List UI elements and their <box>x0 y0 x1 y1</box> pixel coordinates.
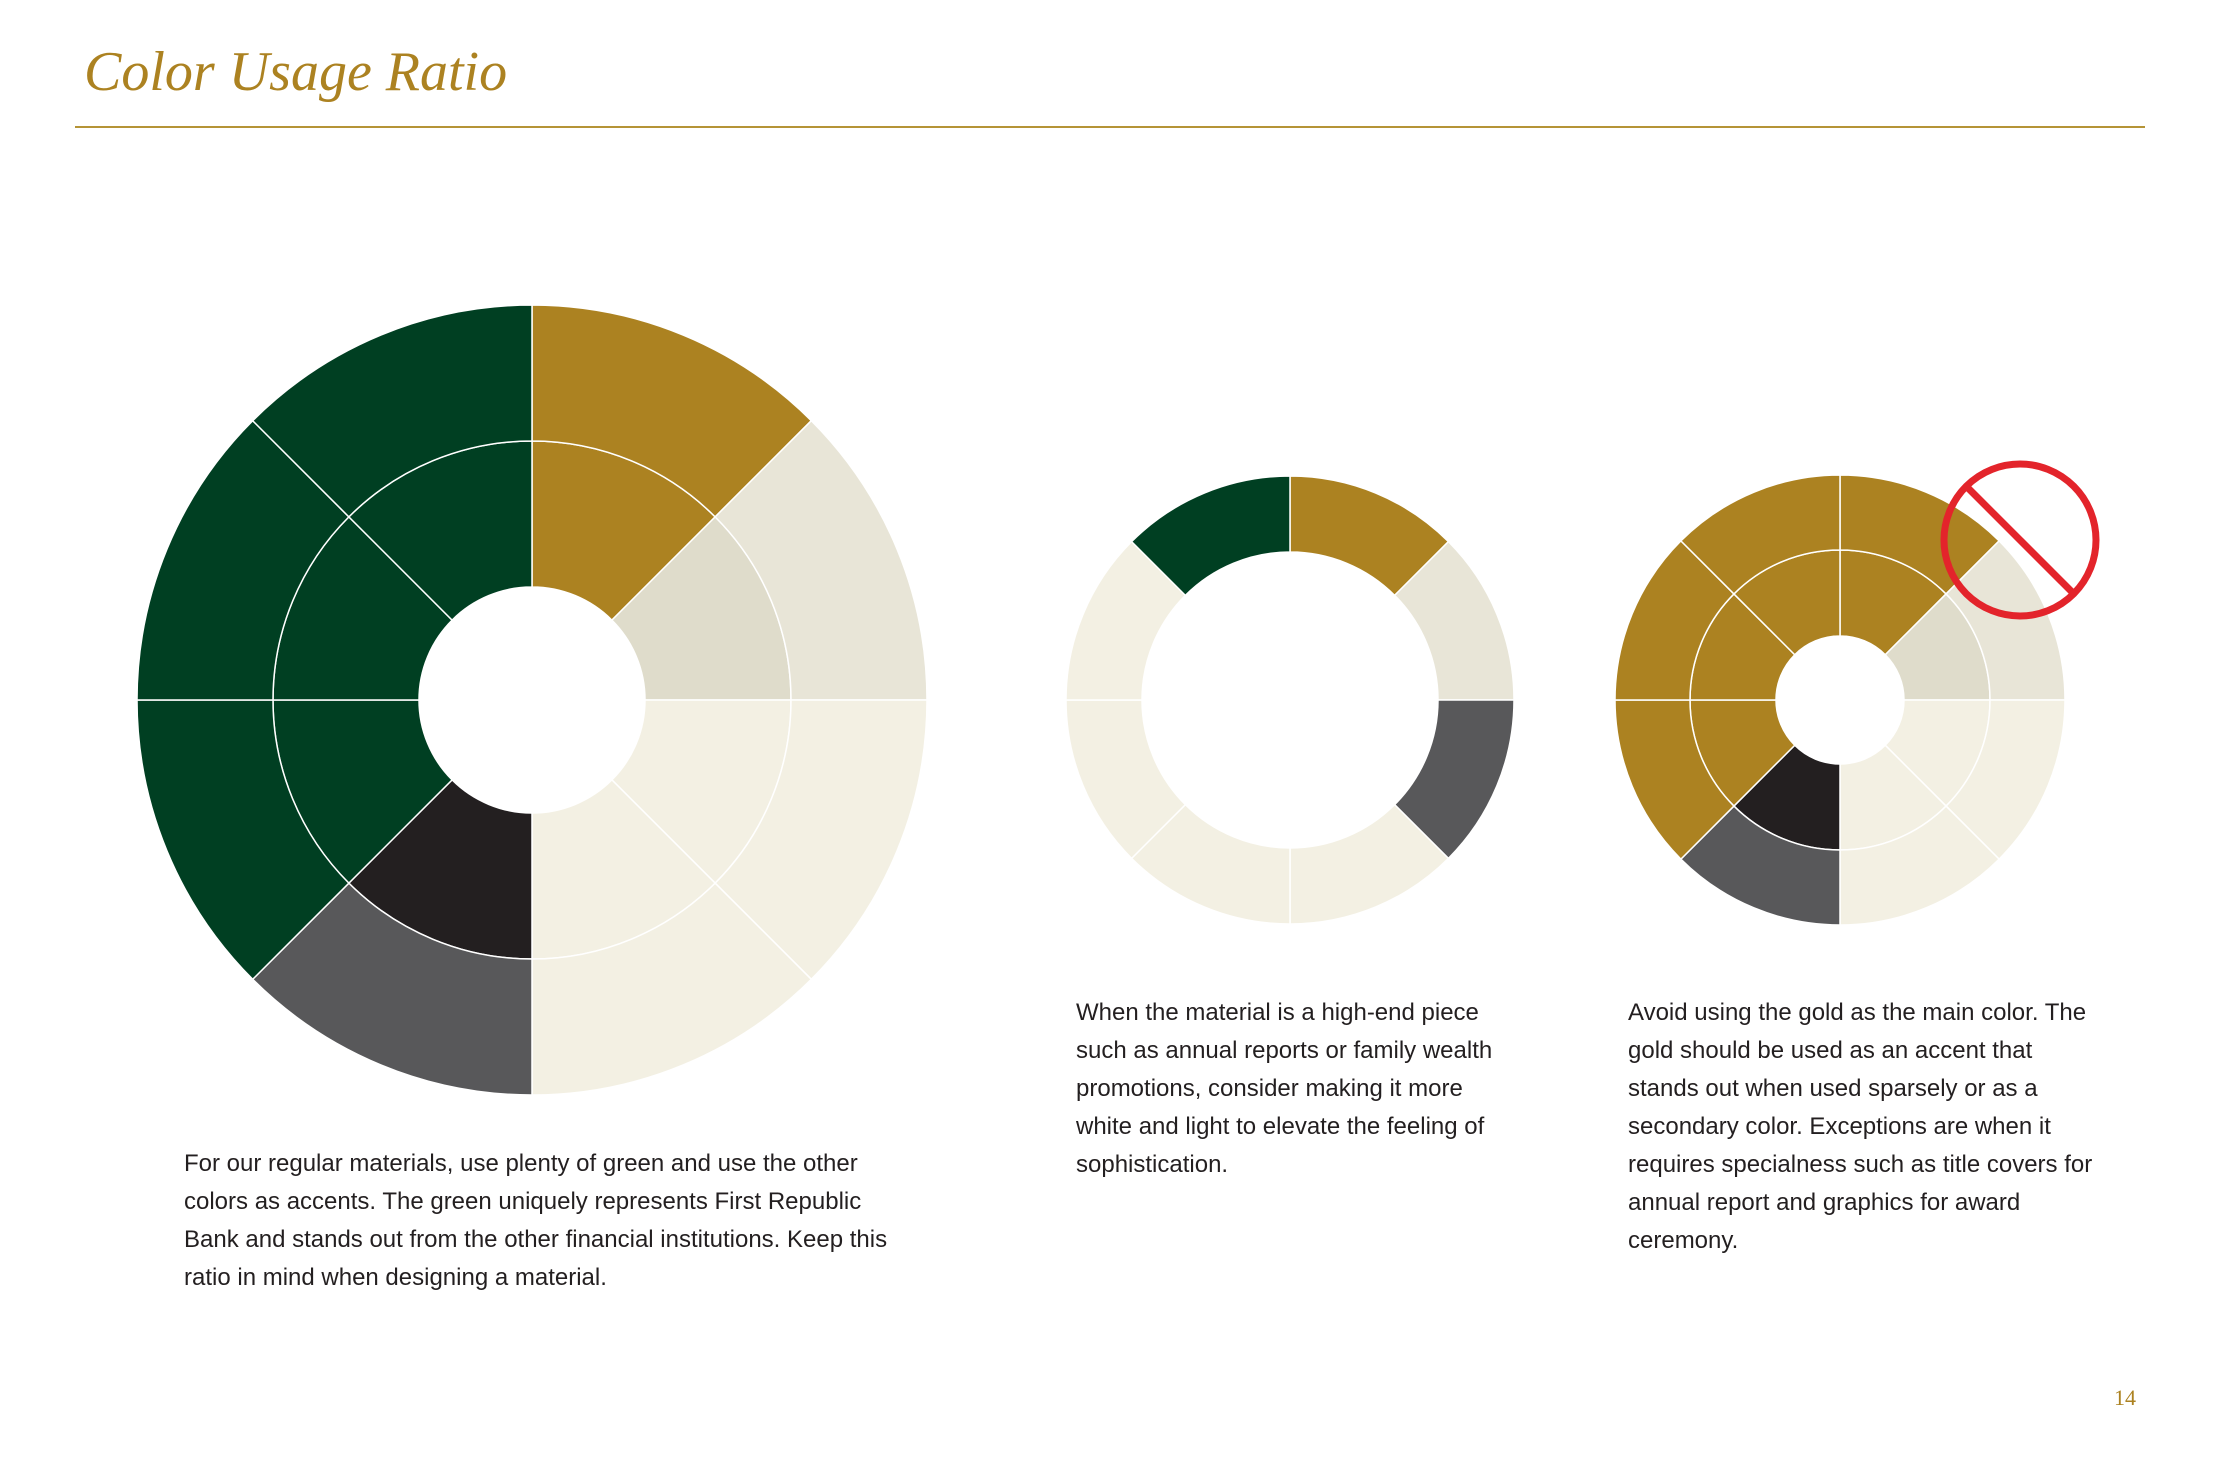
wheel-high-end-materials <box>1066 476 1514 924</box>
wheel-gold-dominant <box>1615 475 2065 925</box>
page-title: Color Usage Ratio <box>84 41 508 103</box>
wheel-regular-materials <box>137 305 927 1095</box>
caption-regular-materials: For our regular materials, use plenty of green and use the other colors as accents. The green uniquely represents First Republic Bank and stands out from the other financial institutions. Keep this ratio in mind when designing a material. <box>184 1150 888 1291</box>
caption-high-end-materials: When the material is a high-end piece such as annual reports or family wealth promotions, consider making it more white and light to elevate the feeling of sophistication. <box>1076 999 1493 1178</box>
caption-avoid-gold: Avoid using the gold as the main color. The gold should be used as an accent that stands out when used sparsely or as a secondary color. Exceptions are when it requires specialness such as title covers for annual report and graphics for award ceremony. <box>1628 999 2093 1254</box>
page-number: 14 <box>2114 1385 2136 1410</box>
